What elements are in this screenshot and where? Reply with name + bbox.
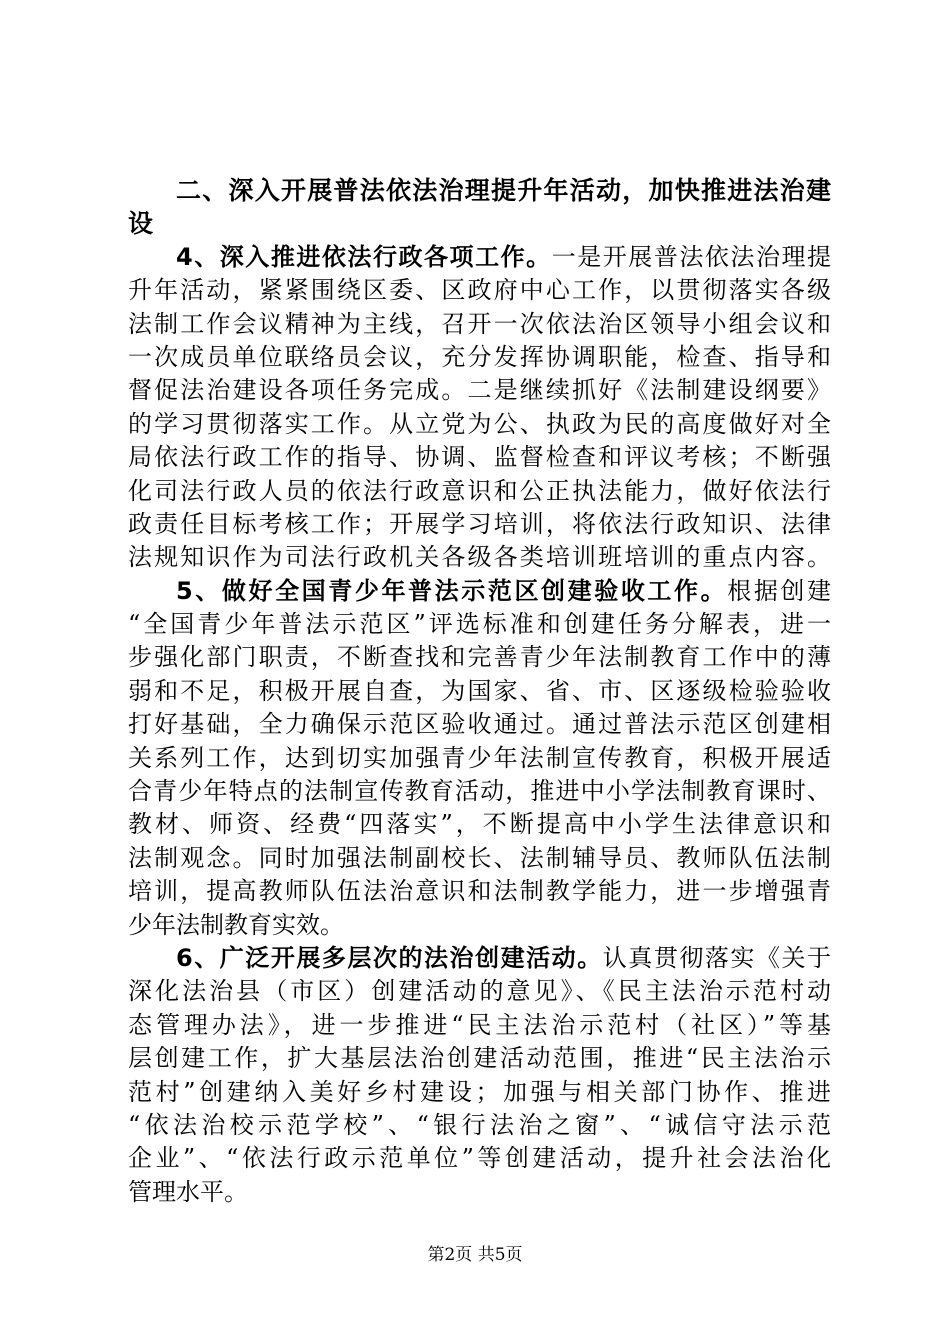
item5-first-line-text: 根据创建 — [727, 576, 832, 605]
item6-line: 态管理办法》，进一步推进“民主法治示范村（社区）”等基 — [128, 1010, 831, 1039]
item5-line: 少年法制教育实效。 — [128, 910, 344, 939]
document-body — [128, 174, 831, 1209]
item5-line: 打好基础，全力确保示范区验收通过。通过普法示范区创建相 — [128, 710, 831, 739]
item5-line: 培训，提高教师队伍法治意识和法制教学能力，进一步增强青 — [128, 877, 831, 906]
item4-title: 4、深入推进依法行政各项工作。 — [176, 242, 552, 271]
item6-title: 6、广泛开展多层次的法治创建活动。 — [176, 943, 603, 972]
item6-first-line — [128, 942, 831, 975]
item5-first-line — [128, 575, 831, 608]
item6-line: 企业”、“依法行政示范单位”等创建活动，提升社会法治化 — [128, 1144, 831, 1173]
item5-line: “全国青少年普法示范区”评选标准和创建任务分解表，进一 — [128, 610, 831, 639]
section-heading-line-1: 二、深入开展普法依法治理提升年活动，加快推进法治建 — [176, 176, 831, 205]
item4-line: 法制工作会议精神为主线，召开一次依法治区领导小组会议和 — [128, 309, 831, 338]
item4-line: 政责任目标考核工作；开展学习培训，将依法行政知识、法律 — [128, 509, 831, 538]
item4-line: 法规知识作为司法行政机关各级各类培训班培训的重点内容。 — [128, 543, 831, 572]
item4-line: 的学习贯彻落实工作。从立党为公、执政为民的高度做好对全 — [128, 409, 831, 438]
item4-first-line — [128, 241, 831, 274]
item4-line: 局依法行政工作的指导、协调、监督检查和评议考核；不断强 — [128, 443, 831, 472]
item5-line: 合青少年特点的法制宣传教育活动，推进中小学法制教育课时、 — [128, 777, 831, 806]
item6-line: 深化法治县（市区）创建活动的意见》、《民主法治示范村动 — [128, 977, 831, 1006]
item5-line: 步强化部门职责，不断查找和完善青少年法制教育工作中的薄 — [128, 643, 831, 672]
item5-title: 5、做好全国青少年普法示范区创建验收工作。 — [176, 576, 728, 605]
item6-first-line-text: 认真贯彻落实《关于 — [602, 943, 832, 972]
item4-line: 一次成员单位联络员会议，充分发挥协调职能，检查、指导和 — [128, 342, 831, 371]
item5-line: 关系列工作，达到切实加强青少年法制宣传教育，积极开展适 — [128, 743, 831, 772]
item5-line: 教材、师资、经费“四落实”，不断提高中小学生法律意识和 — [128, 810, 831, 839]
item6-line: “依法治校示范学校”、“银行法治之窗”、“诚信守法示范 — [128, 1110, 831, 1139]
item6-line: 层创建工作，扩大基层法治创建活动范围，推进“民主法治示 — [128, 1044, 831, 1073]
item4-line: 督促法治建设各项任务完成。二是继续抓好《法制建设纲要》 — [128, 376, 831, 405]
item5-line: 法制观念。同时加强法制副校长、法制辅导员、教师队伍法制 — [128, 843, 831, 872]
section-heading-line-2: 设 — [128, 209, 154, 239]
item4-line: 化司法行政人员的依法行政意识和公正执法能力，做好依法行 — [128, 476, 831, 505]
item4-line: 升年活动，紧紧围绕区委、区政府中心工作，以贯彻落实各级 — [128, 276, 831, 305]
page-footer: 第2页 共5页 — [427, 1245, 523, 1265]
item5-line: 弱和不足，积极开展自查，为国家、省、市、区逐级检验验收 — [128, 676, 831, 705]
item4-first-line-text: 一是开展普法依法治理提 — [551, 242, 832, 271]
item6-line: 管理水平。 — [128, 1177, 248, 1206]
item6-line: 范村”创建纳入美好乡村建设；加强与相关部门协作、推进 — [128, 1077, 831, 1106]
